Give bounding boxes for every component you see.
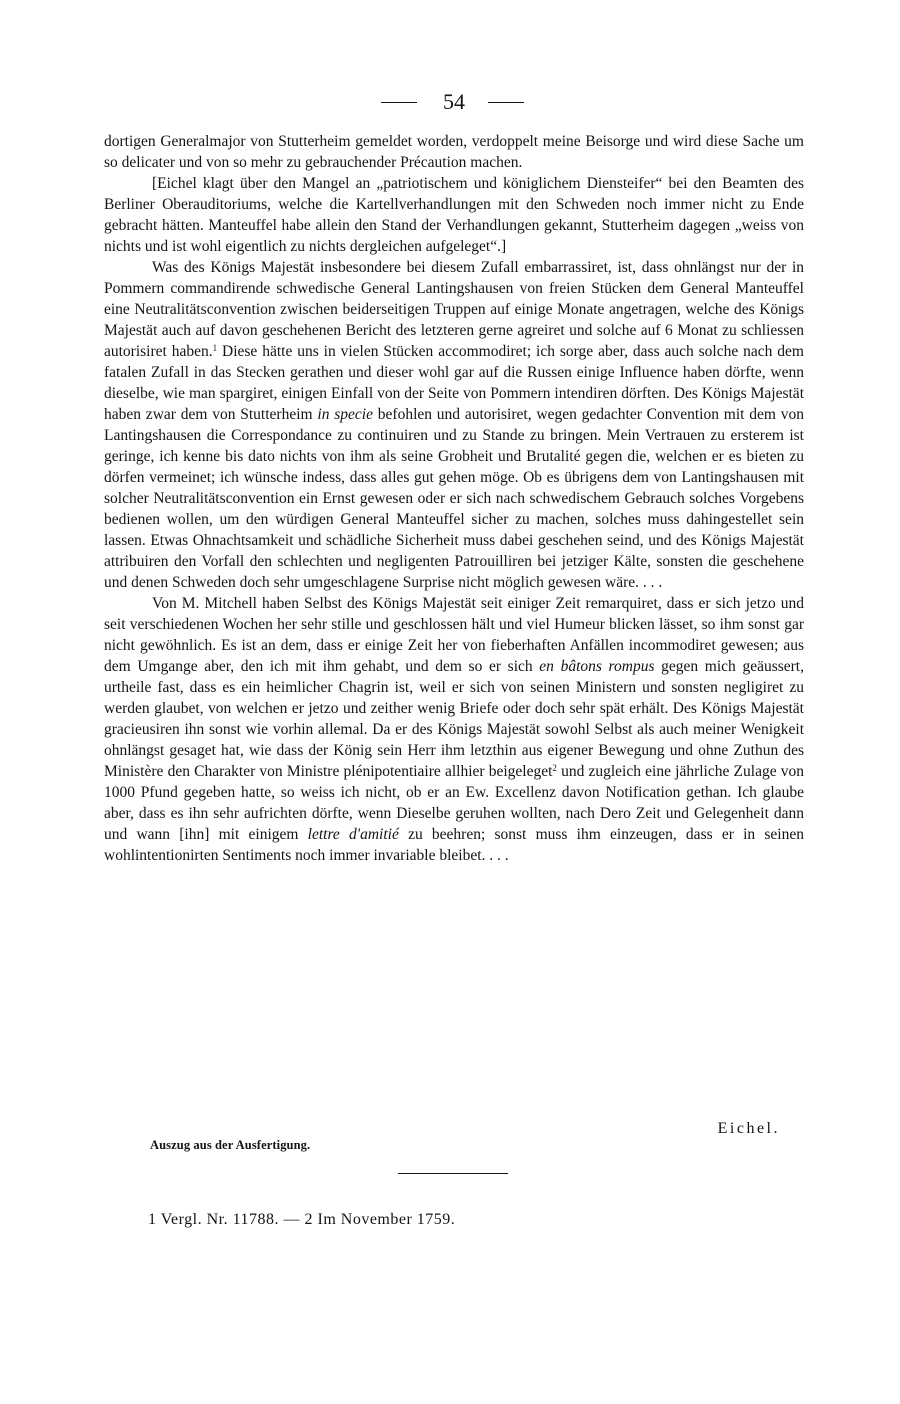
body-text — [104, 131, 804, 866]
paragraph-4-part-d: zu beehren; sonst muss ihm einzeugen, dass er in seinen wohlintentionirten Sentiments noch immer invariable bleibet. . . . — [104, 826, 804, 864]
page-number: 54 — [443, 89, 465, 114]
header-dash-right — [488, 102, 524, 103]
signature: Eichel. — [717, 1120, 780, 1137]
paragraph-3-part-c: befohlen und autorisiret, wegen gedachter Convention mit dem von Lantingshausen die Correspondance zu continuiren und zu Stande zu bringen. Mein Vertrauen zu ersterem ist geringe, ich kenne bis dato nichts von ihm als seine Grobheit und Brutalité gegen die, welchen er es bieten zu dörfen vermeinet; ich wünsche indess, dass alles gut gehen möge. Ob es übrigens dem von Lantingshausen mit solcher Neutralitätsconvention ein Ernst gewesen oder er sich nach schwedischem Gebrauch solches Vorgebens bedienen wollen, um den würdigen General Manteuffel sicher zu machen, solches muss dahingestellet sein lassen. Etwas Ohnachtsamkeit und schädliche Sicherheit muss dabei geschehen seind, und des Königs Majestät attribuiren den Vorfall den schlechten und negligenten Patrouilliren bei jetziger Kälte, sonsten die geschehene und denen Schweden doch sehr umgeschlagene Surprise nicht möglich gewesen wäre. . . . — [104, 406, 804, 591]
paragraph-3-part-b: Diese hätte uns in vielen Stücken accommodiret; ich sorge aber, dass auch solche nach dem fatalen Zufall in das Stecken gerathen und dieser wohl gar auf die Russen einige Influence haben dörfte, wenn dieselbe, wie man spargiret, einigen Einfall von der Seite von Pommern intendiren dörften. Des Königs Majestät haben zwar dem von Stutterheim — [104, 343, 804, 423]
source-note: Auszug aus der Ausfertigung. — [150, 1138, 311, 1152]
footnote-ref-1: 1 — [212, 343, 218, 353]
page-header — [0, 88, 900, 118]
closing-block — [104, 1120, 804, 1168]
paragraph-3-part-a: Was des Königs Majestät insbesondere bei diesem Zufall embarrassiret, ist, dass ohnlängst nur der in Pommern commandirende schwedische General Lantingshausen von freien Stücken dem General Manteuffel eine Neutralitätsconvention zwischen beiderseitigen Truppen auf einige Monate angetragen, welche des Königs Majestät auch auf davon geschehenen Bericht des letzteren gerne agreiret und solche auf 6 Monat zu schliessen autorisiret haben. — [104, 259, 804, 360]
italic-phrase-in-specie: in specie — [317, 406, 373, 423]
footnotes: 1 Vergl. Nr. 11788. — 2 Im November 1759. — [148, 1211, 456, 1228]
paragraph-4 — [104, 593, 804, 866]
footnote-separator — [398, 1173, 508, 1174]
footnote-ref-2: 2 — [552, 763, 557, 773]
header-dash-left — [381, 102, 417, 103]
italic-phrase-lettre-damitie: lettre d'amitié — [307, 826, 399, 843]
paragraph-4-part-a: Von M. Mitchell haben Selbst des Königs Majestät seit einiger Zeit remarquiret, dass er sich jetzo und seit verschiedenen Wochen her sehr stille und geschlossen hält und viel Humeur blicken lässet, so ihm sonst gar nicht gewöhnlich. Es ist an dem, dass er einige Zeit her von fieberhaften Anfällen incommodiret gewesen; aus dem Umgange aber, den ich mit ihm gehabt, und dem so er sich — [104, 595, 804, 675]
paragraph-4-part-b: gegen mich geäussert, urtheile fast, dass es ein heimlicher Chagrin ist, weil er sich von seinen Ministern und sonsten negligiret zu werden glaubet, von welchen er jetzo und zeither wenig Briefe oder doch sehr spät erhält. Des Königs Majestät gracieusiren ihn sonst wie vorhin allemal. Da er des Königs Majestät sowohl Selbst als auch meiner Wenigkeit ohnlängst gesaget hat, wie dass der König sein Herr ihm letzthin aus eigener Bewegung und ohne Zuthun des Ministère den Charakter von Ministre plénipotentiaire allhier beigeleget — [104, 658, 804, 780]
italic-phrase-en-batons-rompus: en bâtons rompus — [539, 658, 655, 675]
paragraph-1: dortigen Generalmajor von Stutterheim gemeldet worden, verdoppelt meine Beisorge und wird diese Sache um so delicater und von so mehr zu gebrauchender Précaution machen. — [104, 133, 804, 171]
paragraph-2: [Eichel klagt über den Mangel an „patriotischem und königlichem Diensteifer“ bei den Beamten des Berliner Oberauditoriums, welche die Kartellverhandlungen mit den Schweden noch immer nicht zu Ende gebracht hätten. Manteuffel habe allein den Stand der Verhandlungen gekannt, Stutterheim dagegen „weiss von nichts und ist wohl eigentlich zu nichts dergleichen aufgeleget“.] — [104, 175, 804, 255]
paragraph-4-part-c: und zugleich eine jährliche Zulage von 1000 Pfund gegeben hatte, so weiss ich nicht, ob er an Ew. Excellenz davon Notification gethan. Ich glaube aber, dass es ihn sehr aufrichten dörfte, wenn Dieselbe geruhen wollten, nach Dero Zeit und Gelegenheit dann und wann [ihn] mit einigem — [104, 763, 804, 843]
paragraph-3 — [104, 257, 804, 593]
